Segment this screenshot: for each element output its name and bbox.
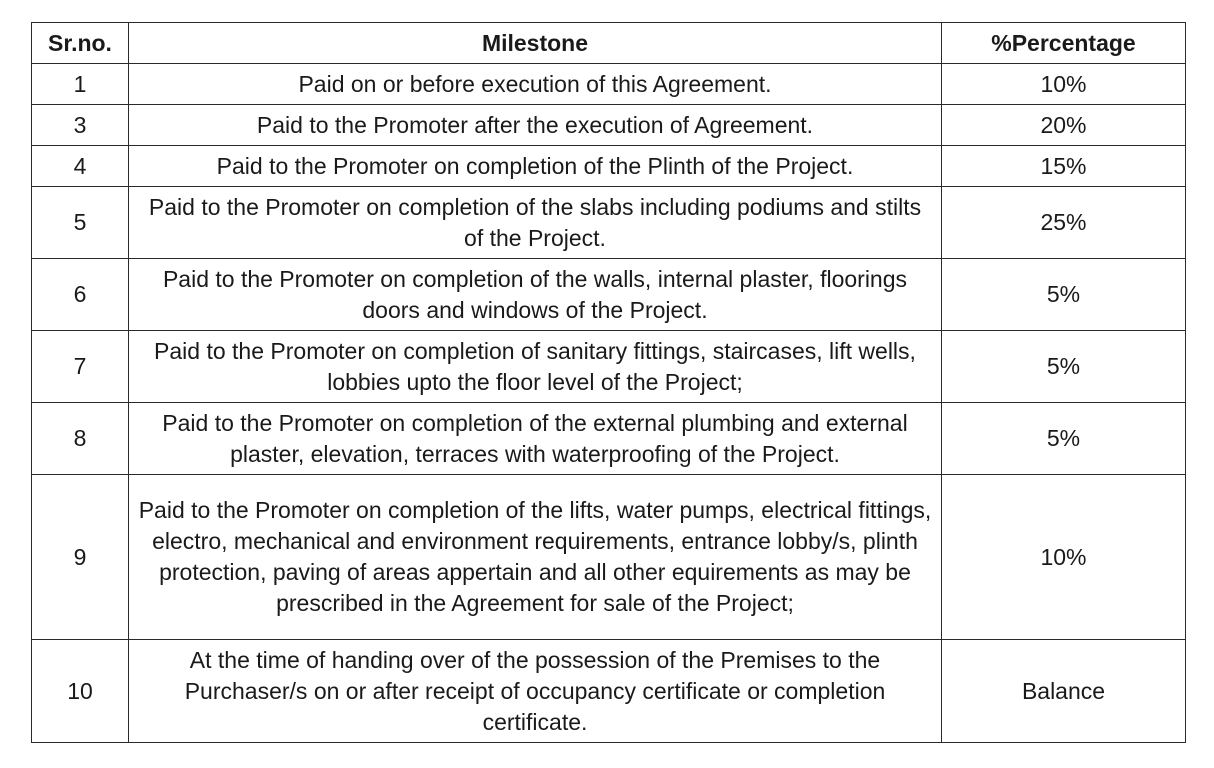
percentage-cell: 10%: [942, 64, 1186, 105]
milestone-cell: At the time of handing over of the possession of the Premises to the Purchaser/s on or after receipt of occupancy certificate or completion certificate.: [129, 640, 942, 743]
sr-no-cell: 5: [32, 187, 129, 259]
table-row: [32, 475, 1186, 640]
table-row: [32, 259, 1186, 331]
milestone-cell: Paid to the Promoter on completion of the external plumbing and external plaster, elevation, terraces with waterproofing of the Project.: [129, 403, 942, 475]
sr-no-cell: 9: [32, 475, 129, 640]
milestone-cell: Paid on or before execution of this Agreement.: [129, 64, 942, 105]
table-row: [32, 105, 1186, 146]
sr-no-cell: 4: [32, 146, 129, 187]
milestone-cell: Paid to the Promoter after the execution of Agreement.: [129, 105, 942, 146]
sr-no-cell: 1: [32, 64, 129, 105]
milestone-cell: Paid to the Promoter on completion of sanitary fittings, staircases, lift wells, lobbies upto the floor level of the Project;: [129, 331, 942, 403]
milestone-cell: Paid to the Promoter on completion of the lifts, water pumps, electrical fittings, electro, mechanical and environment requirements, entrance lobby/s, plinth protection, paving of areas appertain and all other equirements as may be prescribed in the Agreement for sale of the Project;: [129, 475, 942, 640]
table-row: [32, 64, 1186, 105]
milestone-cell: Paid to the Promoter on completion of the walls, internal plaster, floorings doors and windows of the Project.: [129, 259, 942, 331]
percentage-cell: 15%: [942, 146, 1186, 187]
table-row: [32, 640, 1186, 743]
milestone-cell: Paid to the Promoter on completion of the slabs including podiums and stilts of the Project.: [129, 187, 942, 259]
table-row: [32, 403, 1186, 475]
header-sr-no: Sr.no.: [32, 23, 129, 64]
percentage-cell: 5%: [942, 331, 1186, 403]
sr-no-cell: 7: [32, 331, 129, 403]
percentage-cell: Balance: [942, 640, 1186, 743]
header-percentage: %Percentage: [942, 23, 1186, 64]
header-row: [32, 23, 1186, 64]
table-row: [32, 187, 1186, 259]
percentage-cell: 10%: [942, 475, 1186, 640]
sr-no-cell: 10: [32, 640, 129, 743]
sr-no-cell: 8: [32, 403, 129, 475]
sr-no-cell: 6: [32, 259, 129, 331]
sr-no-cell: 3: [32, 105, 129, 146]
percentage-cell: 25%: [942, 187, 1186, 259]
header-milestone: Milestone: [129, 23, 942, 64]
percentage-cell: 5%: [942, 259, 1186, 331]
table-row: [32, 331, 1186, 403]
percentage-cell: 20%: [942, 105, 1186, 146]
payment-milestone-table: [31, 22, 1186, 743]
milestone-cell: Paid to the Promoter on completion of the Plinth of the Project.: [129, 146, 942, 187]
table-row: [32, 146, 1186, 187]
percentage-cell: 5%: [942, 403, 1186, 475]
